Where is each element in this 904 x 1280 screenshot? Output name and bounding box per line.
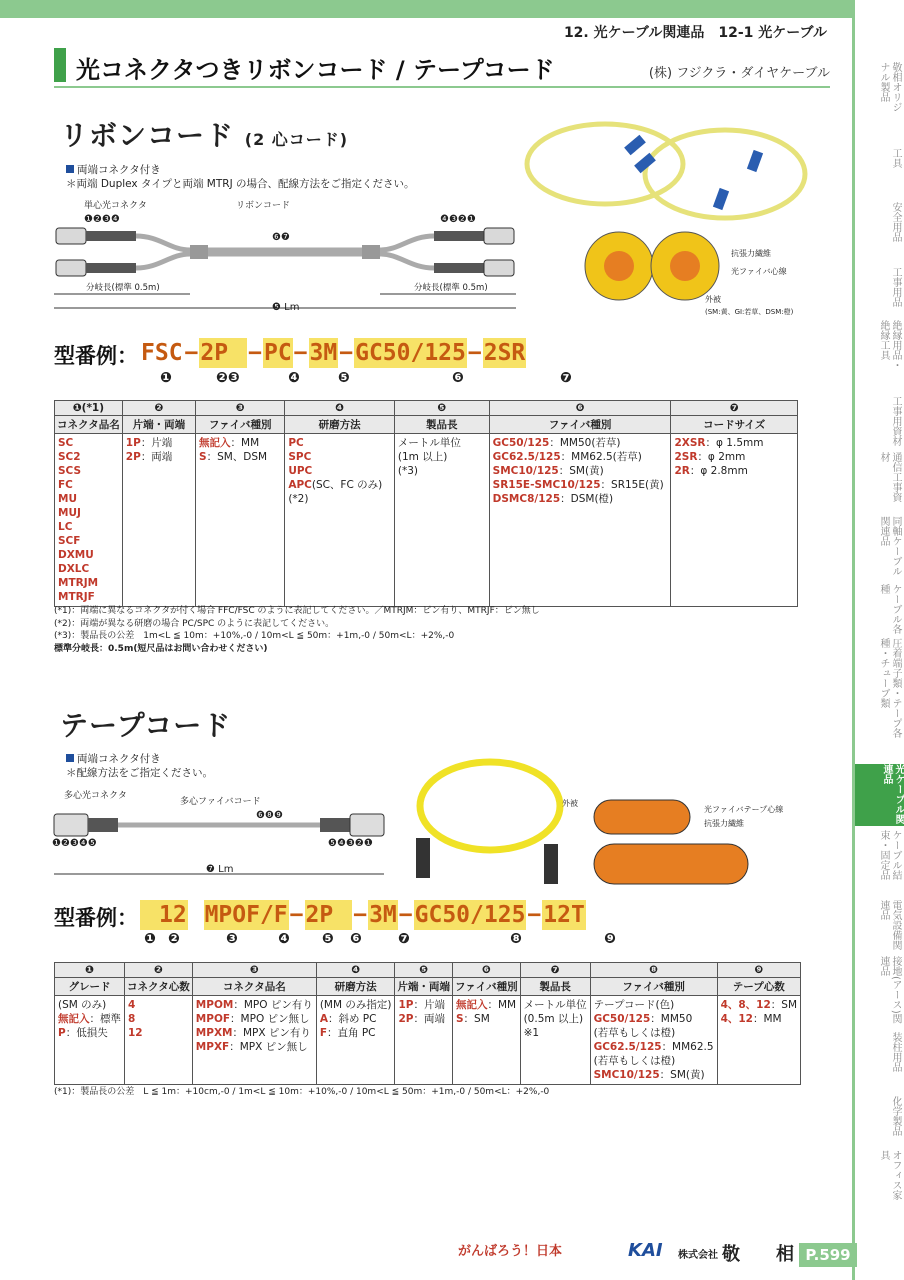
tape-model-label: 型番例： — [54, 906, 138, 930]
model-seg-fiber: GC50/125 — [355, 340, 466, 366]
cross-section-right-core — [670, 251, 700, 281]
ribbon-branch-right — [362, 245, 380, 259]
company-prefix: 株式会社 — [678, 1250, 718, 1261]
ribbon-cord-diagram — [50, 196, 520, 316]
ribbon-connector-right-top — [484, 228, 514, 244]
cross-section-left-core — [604, 251, 634, 281]
tape-cross-section-12 — [594, 844, 748, 884]
company-name: 敬 相 — [722, 1244, 794, 1265]
tape-connector-left — [54, 814, 88, 836]
tape-model-seg-cores: 12 — [159, 902, 187, 928]
table-row: (SM のみ) 無記入：標準 P：低損失 4 8 12 MPOM：MPO ピン有り MPOF：MPO ピン無し MPXM：MPX ピン有り MPXF：MPX ピン無し (MM のみ指定) A：斜め PC F：直角 PC 1P：片端 2P：両端 無記入：MM S：SM メートル単位 (0.5m 以上) ※1 テープコード(色) GC50/125：MM50 (若草もしくは橙) GC62.5/125：MM62.5 (若草もしくは橙) SMC10/125：SM(黄) 4、8、12：SM 4、12：MM — [55, 996, 801, 1085]
tape-model-seg-length: 3M — [369, 902, 397, 928]
tape-connector-label: 多心光コネクタ — [64, 791, 127, 801]
sc-connector-icon-3 — [747, 150, 763, 172]
model-seg-length: 3M — [309, 340, 338, 366]
tape-boot-left — [88, 818, 118, 832]
sc-connector-icon-1 — [624, 135, 646, 156]
ribbon-model-example: FSC − 2P − PC − 3M − GC50/125 − 2SR — [141, 340, 526, 366]
ribbon-model-num-6: ❻ — [452, 370, 464, 386]
sidebar-item-coaxial[interactable]: 同軸ケーブル関連品 — [878, 516, 901, 576]
square-bullet-icon — [66, 165, 74, 173]
sidebar-item-optical[interactable]: 光ケーブル関連品 — [855, 764, 904, 826]
tape-connector-nums-left: ❶❷❸❹❺ — [52, 838, 97, 849]
ribbon-connector-nums-left: ❶❷❸❹ — [84, 214, 120, 225]
sidebar-item-terminals[interactable]: 圧着端子類・テープ各種・チューブ類 — [878, 638, 901, 738]
tape-model-num-4: ❹ — [278, 931, 290, 947]
brand-logo: KAI — [628, 1240, 663, 1261]
tape-length-label: ❼ Lm — [206, 864, 234, 875]
ribbon-note2: ＊両端 Duplex タイプと両端 MTRJ の場合、配線方法をご指定ください。 — [66, 178, 415, 190]
tape-model-blank-grade — [140, 900, 158, 930]
tape-spec-table: ❶ ❷ ❸ ❹ ❺ ❻ ❼ ❽ ❾ グレード コネクタ心数 コネクタ品名 研磨方法 片端・両端 ファイバ種別 製品長 ファイバ種別 テープ心数 (SM のみ) 無記入：標準 P：低損失 4 8 12 MPOM：MPO ピン有り MPOF：MPO ピン無し MPXM：MPX ピン有り MPXF：MPX ピン無し (MM のみ指定) A：斜め PC F：直角 PC 1P：片端 2P：両端 無記入：MM S：SM メートル単位 (0.5m 以上) ※1 テープコード(色) GC50/125：MM50 (若草もしくは橙) GC62.5/125：MM62.5 (若草もしくは橙) SMC10/125：SM(黄) 4、8、12：SM 4、12：MM — [54, 962, 801, 1085]
ribbon-note1: 両端コネクタ付き — [77, 164, 161, 176]
tape-connector-right — [350, 814, 384, 836]
tape-model-num-5: ❺ — [322, 931, 334, 947]
mpo-connector-icon-1 — [416, 838, 430, 878]
sidebar-item-cables[interactable]: ケーブル各種 — [878, 584, 901, 634]
tape-model-seg-ends: 2P — [305, 902, 334, 928]
sidebar-item-construction[interactable]: 工事用品 — [890, 267, 901, 307]
tape-cord-loop — [420, 762, 560, 850]
tape-fiber-label: 光ファイバテープ心線 — [704, 805, 784, 814]
ribbon-spec-table: ❶(*1) ❷ ❸ ❹ ❺ ❻ ❼ コネクタ品名 片端・両端 ファイバ種別 研磨方法 製品長 ファイバ種別 コードサイズ SC SC2 SCS FC MU MUJ LC SCF DXMU DXLC MTRJM MTRJF 1P：片端 2P：両端 無記入：MM S：SM、DSM PC SPC UPC APC(SC、FC のみ) (*2) メートル単位 (1m 以上) (*3) GC50/125：MM50(若草) GC62.5/125：MM62.5(若草) SMC10/125：SM(黄) SR15E-SMC10/125：SR15E(黄) DSMC8/125：DSM(橙) 2XSR：φ 1.5mm 2SR：φ 2mm 2R：φ 2.8mm — [54, 400, 798, 607]
sidebar-item-pole[interactable]: 装柱用品 — [890, 1032, 901, 1072]
tape-notes — [66, 752, 213, 780]
slogan-logo: がんばろう！日本 — [458, 1244, 563, 1259]
jacket-note: (SM:黄、GI:若草、DSM:橙) — [705, 308, 794, 316]
tape-tension-label: 抗張力繊維 — [704, 819, 744, 828]
branch-right-label: 分岐長(標準 0.5m) — [414, 283, 488, 293]
sidebar-item-chemical[interactable]: 化学製品 — [890, 1096, 901, 1136]
tape-footnote: (*1)：製品長の公差 L ≦ 1m：+10cm,-0 / 1m<L ≦ 10m：+10%,-0 / 10m<L ≦ 50m：+1m,-0 / 50m<L：+2%,-0 — [54, 1087, 550, 1097]
ribbon-subtitle: (2 心コード) — [244, 130, 349, 149]
sidebar-item-tools[interactable]: 工具 — [890, 148, 901, 168]
ribbon-model-num-2: ❷❸ — [216, 370, 240, 386]
tape-connector-nums-right: ❺❹❸❷❶ — [328, 838, 373, 849]
category-sidebar — [852, 0, 904, 1280]
model-seg-connector: FSC — [141, 340, 183, 366]
table-row: SC SC2 SCS FC MU MUJ LC SCF DXMU DXLC MTRJM MTRJF 1P：片端 2P：両端 無記入：MM S：SM、DSM PC SPC UPC APC(SC、FC のみ) (*2) メートル単位 (1m 以上) (*3) GC50/125：MM50(若草) GC62.5/125：MM62.5(若草) SMC10/125：SM(黄) SR15E-SMC10/125：SR15E(黄) DSMC8/125：DSM(橙) 2XSR：φ 1.5mm 2SR：φ 2mm 2R：φ 2.8mm — [55, 434, 798, 607]
sidebar-item-safety[interactable]: 安全用品 — [890, 202, 901, 242]
tape-cross-section-4 — [594, 800, 690, 834]
tape-cord-diagram — [50, 788, 410, 888]
page-title-block — [54, 44, 830, 88]
ribbon-photo — [525, 104, 825, 326]
ribbon-title: リボンコード — [60, 119, 235, 152]
ribbon-notes — [66, 163, 415, 191]
square-bullet-icon — [66, 754, 74, 762]
ribbon-cord-bottom — [136, 254, 434, 268]
ribbon-model-num-5: ❺ — [338, 370, 350, 386]
sidebar-item-materials[interactable]: 工事用資材 — [890, 396, 901, 446]
ribbon-section-title — [60, 114, 348, 154]
model-seg-size: 2SR — [483, 340, 526, 366]
sidebar-item-office[interactable]: オフィス家具 — [878, 1150, 901, 1200]
tape-photo — [410, 748, 810, 898]
tape-model-example: 12 MPOF/F − 2P − 3M − GC50/125 − 12T — [140, 900, 586, 930]
tape-model-num-7: ❼ — [398, 931, 410, 947]
model-seg-ends: 2P — [200, 340, 229, 366]
model-seg-polish: PC — [263, 340, 292, 366]
ribbon-connector-nums-right: ❹❸❷❶ — [440, 214, 476, 225]
tape-jacket-label: 外被 — [562, 799, 578, 808]
tape-model-seg-fiber: GC50/125 — [414, 902, 526, 928]
branch-left-label: 分岐長(標準 0.5m) — [86, 283, 160, 293]
tape-model-blank-fiber — [334, 900, 352, 930]
ribbon-boot-right-bottom — [434, 263, 484, 273]
tape-note1: 両端コネクタ付き — [77, 753, 161, 765]
ribbon-branch-left — [190, 245, 208, 259]
ribbon-cord-label: リボンコード — [236, 201, 291, 211]
ribbon-connector-left-bottom — [56, 260, 86, 276]
tape-model-num-1: ❶ — [144, 931, 156, 947]
tape-cord-label: 多心ファイバコード — [180, 797, 261, 807]
sidebar-item-electrical[interactable]: 電気設備関連品 — [878, 900, 901, 950]
ribbon-connector-left-top — [56, 228, 86, 244]
jacket-label: 外被 — [705, 295, 721, 304]
model-seg-blank — [229, 338, 247, 368]
sidebar-item-original[interactable]: 敬相オリジナル製品 — [878, 62, 901, 112]
core-label: 光ファイバ心線 — [731, 267, 787, 276]
tension-label: 抗張力繊維 — [731, 249, 771, 258]
ribbon-connector-label: 単心光コネクタ — [84, 201, 147, 211]
ribbon-cord-loop-1 — [527, 124, 683, 204]
mpo-connector-icon-2 — [544, 844, 558, 884]
ribbon-length-label: ❺ Lm — [272, 302, 300, 313]
ribbon-model-num-7: ❼ — [560, 370, 572, 386]
tape-model-num-9: ❾ — [604, 931, 616, 947]
sc-connector-icon-4 — [713, 188, 729, 210]
sidebar-item-binding[interactable]: ケーブル結束・固定品 — [878, 830, 901, 880]
tape-model-seg-tape: 12T — [543, 902, 585, 928]
sidebar-item-telecom[interactable]: 通信工事資材 — [878, 452, 901, 502]
ribbon-boot-left-bottom — [86, 263, 136, 273]
page-title: 光コネクタつきリボンコード / テープコード — [76, 56, 555, 84]
ribbon-model-label: 型番例： — [54, 344, 138, 368]
ribbon-model-num-1: ❶ — [160, 370, 172, 386]
tape-model-num-6: ❻ — [350, 931, 362, 947]
ribbon-cord-loop-2 — [645, 130, 805, 218]
tape-cord-nums: ❻❽❾ — [256, 810, 283, 821]
manufacturer: (株) フジクラ・ダイヤケーブル — [648, 66, 830, 81]
page-number: P.599 — [799, 1243, 857, 1267]
sidebar-item-insulation[interactable]: 絶縁用品・絶縁工具 — [878, 320, 901, 370]
tape-note2: ＊配線方法をご指定ください。 — [66, 767, 213, 779]
tape-model-num-8: ❽ — [510, 931, 522, 947]
tape-model-seg-connector: MPOF/F — [204, 902, 288, 928]
ribbon-footnotes: (*1)：両端に異なるコネクタが付く場合 FFC/FSC のように表記してください。／MTRJM：ピン有り、MTRJF：ピン無し (*2)：両端が異なる研磨の場合 PC/SPC のように表記してください。 (*3)：製品長の公差 1m<L ≦ 10m：+10%,-0 / 10m<L ≦ 50m：+1m,-0 / 50m<L：+2%,-0 標準分岐長：0.5m(短尺品はお問い合わせください) — [54, 606, 540, 654]
ribbon-cord-nums: ❻❼ — [272, 232, 290, 243]
sidebar-item-grounding[interactable]: 接地(アース)関連品 — [878, 956, 901, 1024]
ribbon-boot-left-top — [86, 231, 136, 241]
ribbon-model-num-4: ❹ — [288, 370, 300, 386]
tape-model-num-2: ❷ — [168, 931, 180, 947]
tape-model-num-3: ❸ — [226, 931, 238, 947]
title-accent-bar — [54, 48, 66, 82]
ribbon-boot-right-top — [434, 231, 484, 241]
tape-boot-right — [320, 818, 350, 832]
breadcrumb: 12. 光ケーブル関連品 12-1 光ケーブル — [563, 25, 827, 41]
ribbon-connector-right-bottom — [484, 260, 514, 276]
top-color-bar — [0, 0, 852, 18]
tape-section-title: テープコード — [60, 709, 232, 742]
